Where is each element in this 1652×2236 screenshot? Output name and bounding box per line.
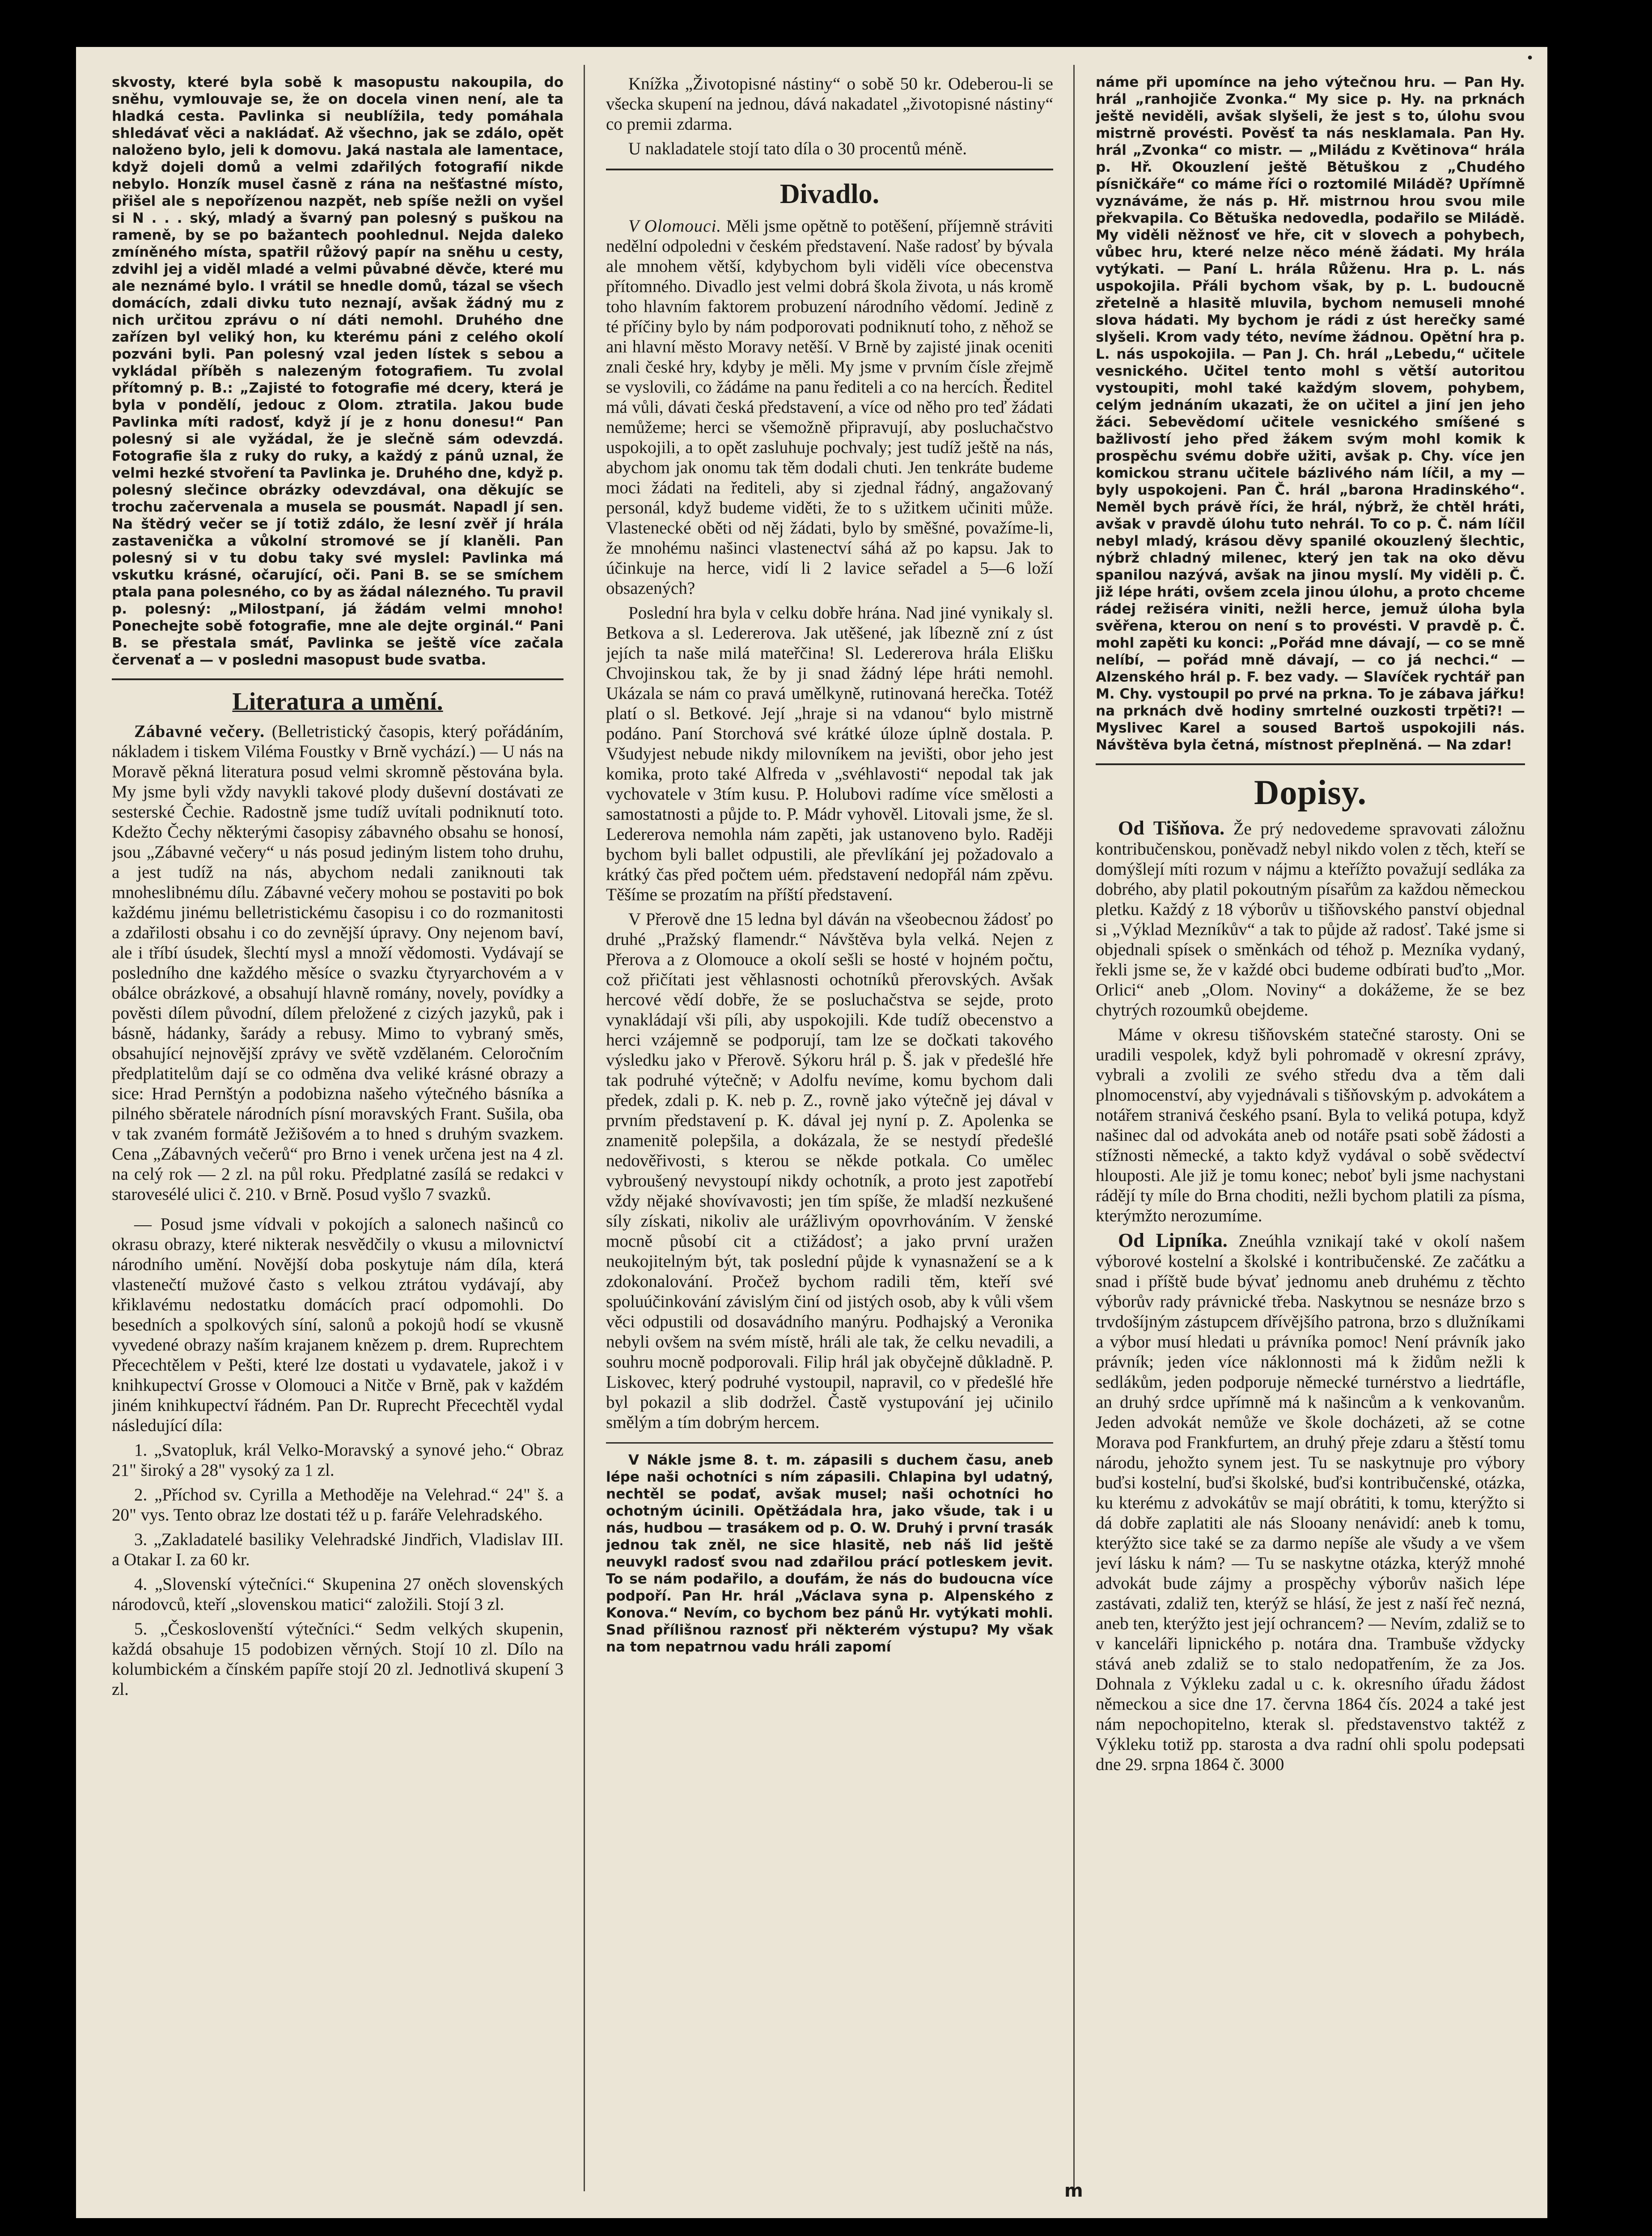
list-item: 4. „Slovenskí výtečníci.“ Skupenina 27 oněch slovenských národovců, kteří „slovenskou matici“ založili. Stojí 3 zl.	[112, 1575, 563, 1614]
letter-paragraph	[1096, 1230, 1525, 1774]
list-item: 2. „Příchod sv. Cyrilla a Methoděje na Velehrad.“ 24" š. a 20" vys. Tento obraz lze dostati též u p. faráře Velehradského.	[112, 1485, 563, 1525]
notice-paragraph: U nakladatele stojí tato díla o 30 procentů méně.	[628, 139, 967, 158]
letter-paragraph	[1096, 818, 1525, 1020]
list-item: 5. „Českoslovenští výtečníci.“ Sedm velkých skupenin, každá obsahuje 15 podobizen věrných. Stojí 10 zl. Dílo na kolumbickém a čínském papíře stojí 20 zl. Jednotlivá skupení 3 zl.	[112, 1619, 563, 1699]
theatre-paragraph: V Přerově dne 15 ledna byl dáván na všeobecnou žádosť po druhé „Pražský flamendr.“ Návštěva byla velká. Nejen z Přerova a z Olomouce a okolí sešli se hosté v hojném počtu, což přičítati jest věhlasnosti ochotníků přerovských. Avšak hercové vědí dobře, že se posluchačstva se sejde, proto vynakládají vši píli, aby uspokojili. Kde tudíž obecenstvo a herci vzájemně se podporují, tam lze se dočkati takového výsledku jako v Přerově. Sýkoru hrál p. Š. jak v předešlé hře tak podruhé výtečně; v Adolfu nevíme, komu bychom dali předek, zdali p. K. neb p. Z., rovně jako výtečně jej dával v prvním představení p. K. dával jej nyní p. Z. Apolenka se znamenitě polepšila, a dokázala, že se nestydí předešlé nedověřivosti, s kterou se někde potkala. Co umělec vybroušený nevystoupí nikdy ochotník, a proto jest zapotřebí vždy nějaké shovívavosti; jen tím spíše, že mladší nezkušené síly získati, nikoliv ale urážlivým opovrhováním. V ženské mocně působí cit a ctižádosť; a jako první uražen neukojitelným být, tak poslední půjde k vynasnažení se a k zdokonalování. Pročež bychom radili těm, kteří své spoluúčinkování závislým činí od jistých osob, aby k vůli všem věci odpustili od dosavádního manýru. Podhajský a Veronika nebyli ovšem na svém místě, hráli ale tak, že celku nevadili, a souhru mocně podporovali. Filip hrál jak obyčejně důkladně. P. Liskovec, který podruhé vystoupil, napravil, co v předešlé hře byl pokazil a slib dodržel. Častě vystupování jej učinilo smělým a tím dobrým hercem.	[606, 910, 1053, 1432]
literature-section	[112, 721, 563, 1699]
section-heading-letters: Dopisy.	[1254, 773, 1367, 812]
section-heading-theatre: Divadlo.	[779, 179, 880, 209]
section-divider	[112, 678, 563, 680]
literature-paragraph	[112, 721, 563, 1204]
theatre-paragraph: Poslední hra byla v celku dobře hrána. Nad jiné vynikaly sl. Betkova a sl. Ledererova. Jak utěšené, jak líbezně zní z úst jejích ta naše milá mateřčina! Sl. Ledererova hrála Elišku Chvojinskou tak, že by ji snad žádný lépe hráti nemohl. Ukázala se nám co pravá umělkyně, rutinovaná herečka. Totéž platí o sl. Betkové. Její „hraje si na vdanou“ bylo mistrně podáno. Paní Storchová své krátké úloze úplně dostala. P. Všudyjest nebude nikdy milovníkem na jevišti, obor jeho jest komika, proto také Alfreda v „svéhlavosti“ nepodal tak jak vychovatele v 3tím kusu. P. Holubovi radíme více smělosti a samostatnosti a půjde to. P. Mádr vyhověl. Litovali jsme, že sl. Ledererova nemohla nám zapěti, jak ustanoveno bylo. Raději bychom byli ballet odpustili, ale převlíkání jej požadovalo a krátký čas před počtem uém. představení nedopřál nám zpěvu. Těšíme se prozatím na příští představení.	[606, 603, 1053, 904]
column-middle	[606, 74, 1053, 2191]
place-name: V Olomouci.	[628, 216, 722, 236]
theatre-section	[606, 216, 1053, 1432]
section-divider	[606, 1442, 1053, 1444]
list-item: 1. „Svatopluk, král Velko-Moravský a synové jeho.“ Obraz 21" široký a 28" vysoký za 1 zl.	[112, 1440, 563, 1480]
column-right	[1096, 74, 1525, 2191]
literature-paragraph: — Posud jsme vídvali v pokojích a salonech našinců co okrasu obrazy, které nikterak nesvědčily o vkusu a milovnictví národního umění. Novější doba poskytuje nám díla, která vlastenečtí mužové často s velkou ztrátou vydávají, aby křiklavému nedostatku domácích prací odpomohli. Do besedních a spolkových síní, salonů a pokojů hodí se vkusně vyvedené obrazy naším krajanem knězem p. drem. Ruprechtem Přecechtělem v Pešti, které lze dostati u vydavatele, jakož i v knihkupectví Grosse v Olomouci a Nitče v Brně, pak v každém jiném knihkupectví řádném. Pan Dr. Ruprecht Přecechtěl vydal následující díla:	[112, 1215, 563, 1435]
theatre-paragraph	[606, 216, 1053, 598]
column-divider	[1073, 65, 1075, 2191]
story-paragraph: skvosty, které byla sobě k masopustu nakoupila, do sněhu, vymlouvaje se, že on docela vinen není, ale ta hladká cesta. Pavlinka si neublížila, tedy pomáhala shledávať věci a nakládať. Až všechno, jak se zdálo, opět naloženo bylo, jeli k domovu. Jaká nastala ale lamentace, když dojeli domů a velmi zdařilých fotografií nikde nebylo. Honzík musel časně z rána na nešťastné místo, přišel ale s nepořízenou nazpět, neb spíše nežli on vyšel si N . . . ský, mladý a švarný pan polesný s puškou na rameně, by se po bažantech poohlednul. Nejda daleko zmíněného místa, spatřil růžový papír na sněhu u cesty, zdvihl jej a viděl mladé a velmi půvabné děvče, které mu ale neznámé bylo. I vrátil se hnedle domů, tázal se všech domácích, zdali divku tuto neznají, avšak žádný mu z nich určitou zprávu o ní dáti nemohl. Druhého dne zařízen byl veliký hon, ku kterému páni z celého okolí pozváni byli. Pan polesný vzal jeden lístek s sebou a vykládal příběh s nalezeným fotografiem. Tu zvolal přítomný p. B.: „Zajisté to fotografie mé dcery, která je byla v pondělí, jedouc z Olom. ztratila. Jakou bude Pavlinka míti radosť, když jí je z honu donesu!“ Pan polesný si ale vyžádal, že je slečně sám odevzdá. Fotografie šla z ruky do ruky, a každý z pánů uznal, že velmi hezké stvoření ta Pavlinka je. Druhého dne, když p. polesný slečince obrázky odevzdával, ona děkujíc se trochu začervenala a musela se pousmát. Napadl jí sen. Na štědrý večer se jí totiž zdálo, že lesní zvěř jí hrála zastavenička a vůkolní stromové se jí klaněli. Pan polesný si v tu dobu taky své myslel: Pavlinka má vskutku krásné, očarující, oči. Pani B. se se smíchem ptala pana polesného, co by as žádal nálezného. Tu pravil p. polesný: „Milostpaní, já žádám velmi mnoho! Ponechejte sobě fotografie, mne ale dejte orginál.“ Pani B. se přestala smáť, Pavlinka se ještě více začala červenať a — v posledni masopust bude svatba.	[112, 74, 563, 668]
place-name: Od Tišňova.	[1118, 817, 1225, 839]
story-ending	[112, 74, 563, 669]
lead-title: Zábavné večery.	[134, 722, 265, 741]
review-continuation	[1096, 74, 1525, 754]
review-paragraph: náme při upomínce na jeho výtečnou hru. — Pan Hy. hrál „ranhojiče Zvonka.“ My sice p. Hy. na prknách ještě neviděli, avšak slyšeli, že jest s to, úlohu svou mistrně provésti. Pověsť ta nás nesklamala. Pan Hy. hrál „Zvonka“ co mistr. — „Miládu z Květinova“ hrála p. Hř. Okouzlení ještě Bětuškou z „Chudého písničkáře“ co máme říci o roztomilé Miládě? Upřímně vyznáváme, že nás p. Hř. mistrnou hrou svou mile překvapila. Co Bětuška nedovedla, podařilo se Miládě. My viděli něžnosť ve hře, cit v slovech a pohybech, vůbec hru, které nelze něco méně žádati. My hrála vytýkati. — Paní L. hrála Růženu. Hra p. L. nás uspokojila. Přáli bychom však, by p. L. budoucně zřetelně a hlasitě mluvila, bychom nemuseli mnohé slova hádati. My bychom je rádi z úst herečky samé slyšeli. Krom vady této, nevíme žádnou. Opětní hra p. L. nás uspokojila. — Pan J. Ch. hrál „Lebedu,“ učitele vesnického. Učitel tento mohl s větší autoritou vystoupiti, mohl také každým slovem, pohybem, celým jednáním ukazati, že on učitel a jiní jen jeho žáci. Sebevědomí učitele vesnického smíšené s bažlivostí jeho před žákem svým mohl komik k prospěchu svému dobře užiti, avšak p. Chy. více jen komickou stranu učitele bázlivého nám líčil, a my — byly uspokojeni. Pan Č. hrál „barona Hradinského“. Neměl bych právě říci, že hrál, nýbrž, že chtěl hráti, avšak v pravdě úlohu tuto nehrál. To co p. Č. nám líčil nebyl mladý, krásou děvy spanilé okouzlený šlechtic, nýbrž chladný milenec, který jen tak na oko děvu spanilou nazývá, avšak na jinou myslí. My viděli p. Č. již lépe hráti, ovšem zcela jinou úlohu, a proto chceme rádej režiséra viniti, nežli herce, jemuž úloha byla svěřena, kterou on není s to provésti. V pravdě p. Č. mohl zapěti ku konci: „Pořád mne dávají, — co se mně nelíbí, — pořád mně dávají, — co já nechci.“ — Alzenského hrál p. F. bez vady. — Slavíček rychtář pan M. Chy. vystoupil po prvé na prkna. To je zábava jářku! na prknách dvě hodiny smrtelné ouzkosti trpěti?! — Myslivec Karel a soused Bartoš uspokojili nás. Návštěva byla četná, místnost přeplněná. — Na zdar!	[1096, 74, 1525, 753]
section-heading-literature: Literatura a umění.	[232, 688, 443, 716]
letter-paragraph: Máme v okresu tišňovském statečné starosty. Oni se uradili vespolek, když byli pohromadě v okresní zprávy, vybrali a zvolili ze svého středu dva a těm dali plnomocenství, aby vyjednávali s tišňovským p. advokátem a notářem stranivá českého psaní. Byla to veliká potupa, když našinec dal od advokáta aneb od notáře psati sobě žádosti a stížnosti německé, a takto když vydával o sobě svědectví hlouposti. Ale již je tomu konec; neboť byli jsme nachystani rádějí ty míle do Brna choditi, nežli bychom platili za písma, kterýmžto nerozumíme.	[1096, 1025, 1525, 1225]
place-name: Od Lipníka.	[1118, 1229, 1228, 1251]
newspaper-page	[76, 47, 1547, 2218]
paragraph-text: Zneúhla vznikají také v okolí našem výborové kostelní a školské i kontribučenské. Ze začátku a snad i příště bude bývať jednomu aneb druhému z těchto výborův rady právnické třeba. Naskytnou se nesnáze brzo s trvdošíjným zástupcem dřívějšího patrona, brzo s dlužníkami a výbor musí hledati u právníka pomoc! Není právník jako právník; jeden více náklonnosti má k židům nežli k sedlákům, jeden podporuje německé turnérstvo a liedrtáfle, an druhý srdce upřímně má k našincům a k venkovanům. Jeden advokát nemůže ve škole docházeti, až se cotne Morava pod Frankfurtem, an druhý přeje zdaru a štěstí tomu národu, jehožto synem jest. Tu se naskytnuje pro výbory buďsi kostelní, buďsi školské, buďsi kontribučenské, otázka, ku kterému z advokátův se mají obrátiti, k tomu, kterýžto si dá dobře zaplatiti ale nás Slooany nenávidí: aneb k tomu, kterýžto sice také se za darmo nepíše ale všudy a ve všem jeví lásku k nám? — Tu se naskytne otázka, kterýž mnohé advokát bude zájmy a prospěchy výborův našich lépe zastávati, zdaliž ten, kterýž se hlásí, že jest z naší řeč nezná, aneb ten, kterýžto jest její ochrancem? — Nevím, zdaliž se to v kanceláři lipnického p. notára dna. Trambuše vždycky stává aneb zdaliž se to stalo nedopatřením, že za Jos. Dohnala z Výkleku zadal u c. k. okresního úřadu žádost německou a sice dne 17. června 1864 čís. 2024 a také jest nám nepochopitelno, kterak sl. představenstvo taktéž z Výkleku totiž pp. starosta a dva radní ohli spolu podepsati dne 29. srpna 1864 č. 3000	[1096, 1232, 1525, 1774]
margin-mark: m	[1064, 2181, 1083, 2201]
paragraph-text: Že prý nedovedeme spravovati záložnu kontribučenskou, poněvadž nebyl nikdo volen z těch, kteří se domýšlejí míti rozum v nájmu a kteřížto považují sedláka za dobrého, aby platil pokoutným písařům za každou německou pletku. Každý z 18 výborův u tišňovského panství objednal si „Výklad Mezníkův“ a tak to půjde až radosť. Také jsme si objednali spísek o směnkách od téhož p. Mezníka vydaný, řekli jsme se, že v každé obci budeme odbírati buďto „Mor. Orlici“ aneb „Olom. Noviny“ a dokážeme, že se bez chytrých rozoumků obejdeme.	[1096, 819, 1525, 1020]
column-left	[112, 74, 563, 2191]
section-divider	[606, 169, 1053, 170]
paragraph-text: Měli jsme opětně to potěšení, příjemně stráviti nedělní odpoledni v českém představení. Naše radosť by bývala ale mnohem větší, kdybychom byli viděli více obecenstva přítomného. Divadlo jest velmi dobrá škola života, u nás kromě toho hlavním faktorem probuzení národního vědomí. Jedině z té příčiny bylo by nám podporovati podniknutí toho, z něhož se ani hlavní město Moravy netěší. V Brně by zajisté jinak oceniti znali české hry, kdyby je měli. My jsme v prvním čísle zřejmě se vyslovili, co žádáme na panu řediteli a co na hercích. Ředitel má vůli, dávati česká představení, a více od něho pro teď žádati nemůžeme; herci se všemožně připravují, aby posluchačstvo uspokojili, a to opět zasluhuje pochvaly; jest tudíž ještě na nás, abychom jak onomu tak těm dodali chuti. Jen tenkráte budeme moci žádati na řediteli, aby si zjednal řádný, angažovaný personál, když budeme viděti, že to s užitkem učiniti může. Vlastenecké oběti od něj žádati, bylo by směšné, považíme-li, že mnohému našinci vlastenectví sáhá až po kapsu. Jak to účinkuje na herce, vidí li 2 lavice seřadel a 5—6 loží obsazených?	[606, 216, 1053, 598]
book-notice	[606, 74, 1053, 159]
corner-dot: •	[1526, 51, 1534, 66]
nakle-report	[606, 1452, 1053, 1656]
notice-paragraph: Knížka „Životopisné nástiny“ o sobě 50 kr. Odeberou-li se všecka skupení na jednou, dává nakadatel „životopisné nástiny“ co premii zdarma.	[606, 74, 1053, 134]
report-paragraph: V Nákle jsme 8. t. m. zápasili s duchem času, aneb lépe naši ochotníci s ním zápasili. Chlapina byl udatný, nechtěl se podať, avšak musel; naši ochotníci ho ochotným úcinili. Opětžádala hra, jako všude, tak i u nás, hudbou — trasákem od p. O. W. Druhý i první trasák jednou tak zněl, ne sice hlasitě, neb náš lid ještě neuvykl radosť svou nad zdařilou prácí potleskem jevit. To se nám podařilo, a doufám, že nás do budoucna více podpoří. Pan Hr. hrál „Václava syna p. Alpenského z Konova.“ Nevím, co bychom bez pánů Hr. vytýkati mohli. Snad přílišnou raznosť při některém výstupu? My však na tom nepatrnou vadu hráli zapomí	[606, 1452, 1053, 1655]
paragraph-text: (Belletristický časopis, který pořádáním, nákladem i tiskem Viléma Foustky v Brně vychází.) — U nás na Moravě pěkná literatura posud velmi skromně pěstována byla. My jsme byli vždy navykli takové plody duševní dostávati ze sesterské Čechie. Radostně jsme tudíž uvítali podniknutí toto. Kdežto Čechy některými časopisy zábavného obsahu se honosí, jsou „Zábavné večery“ u nás posud jediným listem toho druhu, a jest tudíž na nás, abychom nedali zaniknouti tak mnoheslibnému dílu. Zábavné večery mohou se postaviti po bok každému jinému belletristickému časopisu i co do rozmanitosti a zdařilosti obsahu i co do zevnější úpravy. Ony nejenom baví, ale i tříbí úsudek, šlechtí mysl a množí vědomosti. Vydávají se posledního dne každého měsíce o svazku čtyryarchovém a v obálce obrázkové, a obsahují hlavně romány, novely, povídky a pověsti dílem původní, dílem přeložené z cizých jazyků, pak i básně, hádanky, šarády a rebusy. Mimo to vybraný směs, obsahující nejnovější zprávy ve světě vzdělaném. Celoročním předplatitelům dají se co odměna dva veliké krásné obrazy a sice: Hrad Pernštýn a podobizna našeho výtečného básníka a pilného sběratele národních písní moravských Frant. Sušila, oba v tak zvaném formátě Ježišovém a to hned s druhým svazkem. Cena „Zábavných večerů“ pro Brno i venek určena jest na 4 zl. na celý rok — 2 zl. na půl roku. Předplatné zasílá se redakci v starovesélé ulici č. 210. v Brně. Posud vyšlo 7 svazků.	[112, 722, 563, 1204]
letters-section	[1096, 818, 1525, 1774]
column-divider	[584, 65, 585, 2191]
list-item: 3. „Zakladatelé basiliky Velehradské Jindřich, Vladislav III. a Otakar I. za 60 kr.	[112, 1530, 563, 1569]
section-divider	[1096, 763, 1525, 765]
